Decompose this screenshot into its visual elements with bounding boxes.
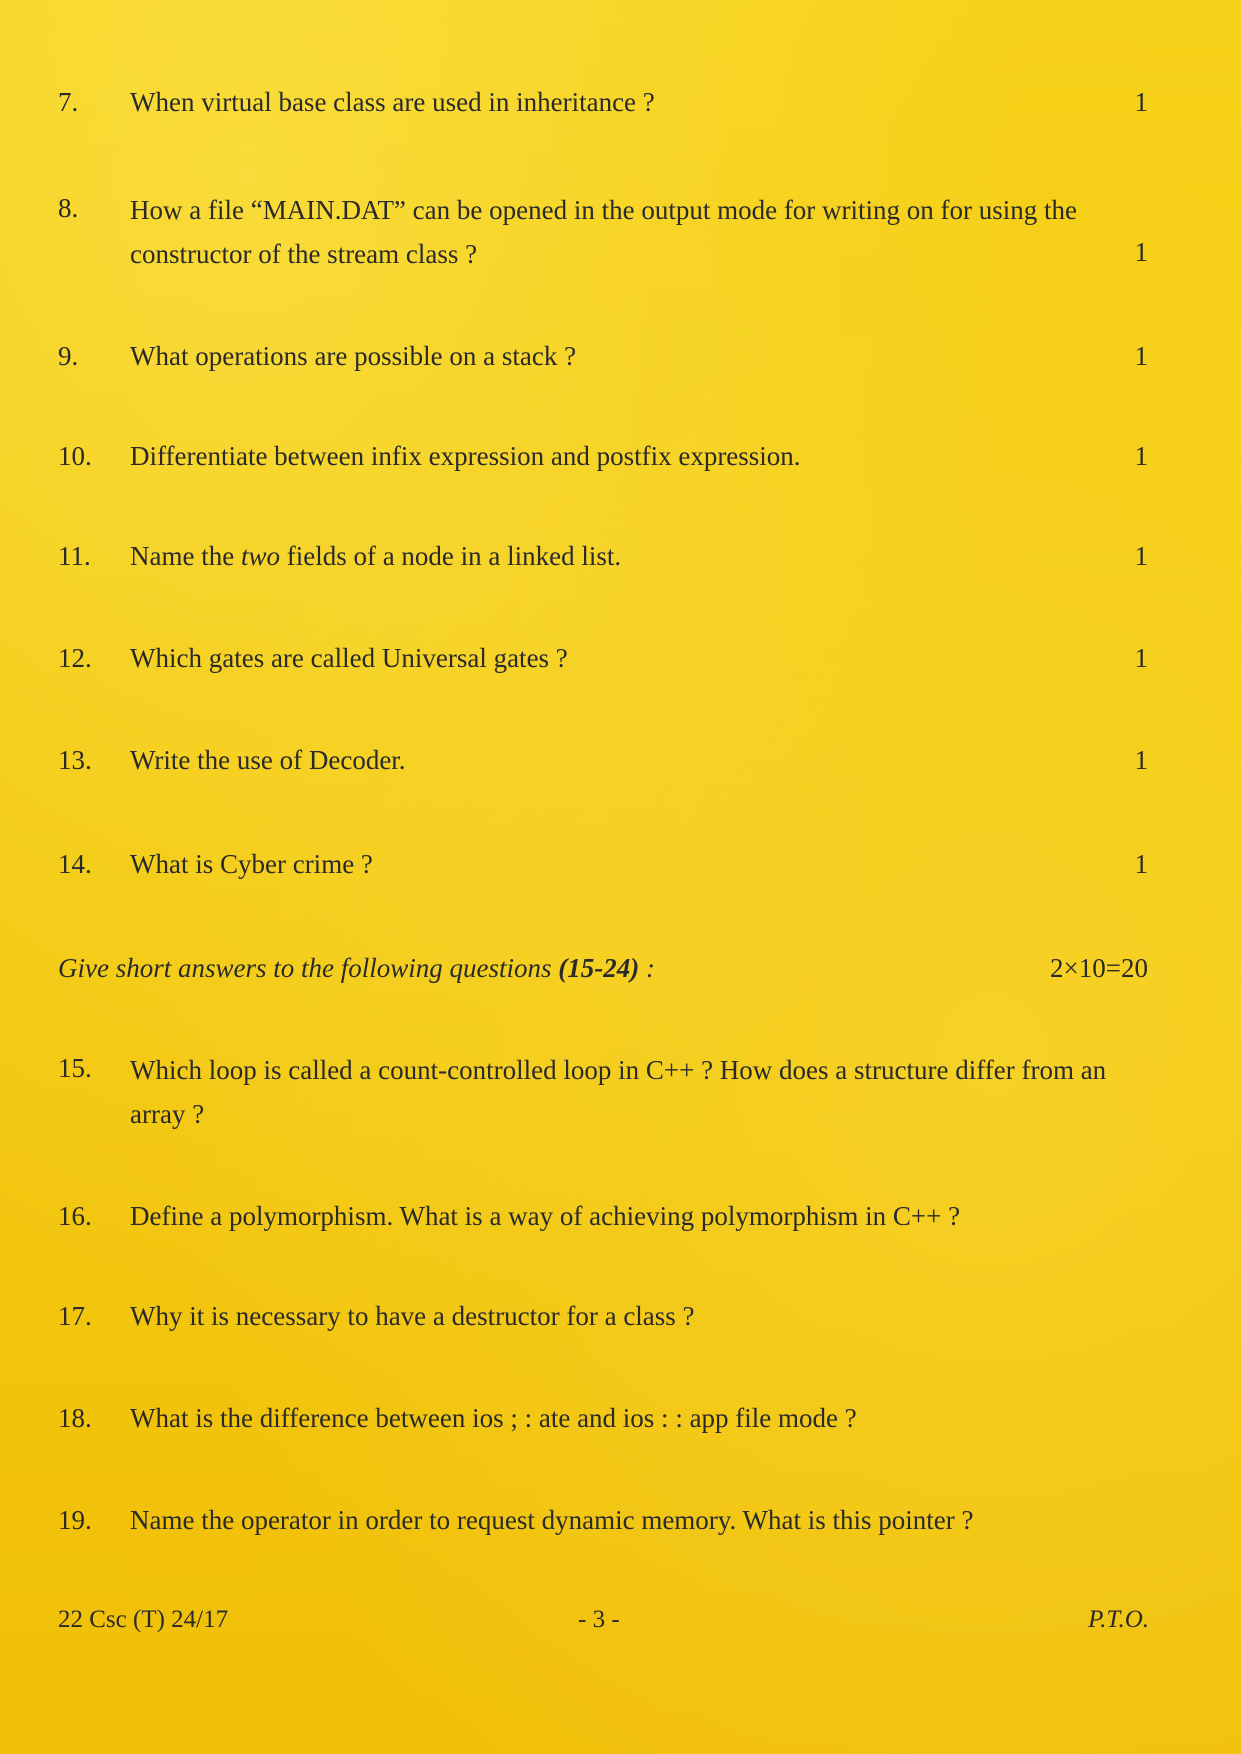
question-number: 17. [58, 1301, 92, 1331]
section-colon: : [639, 953, 655, 983]
question-text: Why it is necessary to have a destructor for a class ? [130, 1301, 695, 1331]
question-number: 7. [58, 87, 79, 117]
page-number: - 3 - [578, 1606, 620, 1633]
question-number: 13. [58, 745, 92, 775]
question-mark: 1 [1134, 643, 1148, 673]
question-text-part: Name the [130, 541, 241, 571]
question-text: Which loop is called a count-controlled loop in C++ ? How does a structure differ from an array ? [130, 1055, 1107, 1129]
question-mark: 1 [1134, 541, 1148, 571]
question-mark: 1 [1134, 237, 1148, 267]
question-number: 12. [58, 643, 92, 673]
question-text: How a file “MAIN.DAT” can be opened in the output mode for writing on for using the constructor of the stream class ? [130, 195, 1078, 269]
question-number: 14. [58, 849, 92, 879]
question-number: 16. [58, 1201, 92, 1231]
question-text: Differentiate between infix expression and postfix expression. [130, 441, 801, 471]
question-text: When virtual base class are used in inheritance ? [130, 87, 655, 117]
question-text: Write the use of Decoder. [130, 745, 406, 775]
question-number: 8. [58, 193, 79, 223]
question-text: What operations are possible on a stack ? [130, 341, 577, 371]
section-marks: 2×10=20 [1050, 953, 1148, 983]
question-number: 15. [58, 1053, 92, 1083]
question-mark: 1 [1134, 441, 1148, 471]
question-number: 18. [58, 1403, 92, 1433]
question-text: Define a polymorphism. What is a way of achieving polymorphism in C++ ? [130, 1201, 961, 1231]
question-number: 9. [58, 341, 79, 371]
please-turn-over: P.T.O. [1088, 1606, 1149, 1633]
question-text: Name the operator in order to request dynamic memory. What is this pointer ? [130, 1505, 974, 1535]
section-instruction [58, 948, 1148, 989]
paper-code: 22 Csc (T) 24/17 [58, 1606, 229, 1633]
question-text-part: fields of a node in a linked list. [279, 541, 622, 571]
question-mark: 1 [1134, 745, 1148, 775]
question-text: What is the difference between ios ; : ate and ios : : app file mode ? [130, 1403, 857, 1433]
question-text [130, 536, 1090, 577]
question-mark: 1 [1134, 849, 1148, 879]
question-number: 10. [58, 441, 92, 471]
question-text: What is Cyber crime ? [130, 849, 373, 879]
question-text: Which gates are called Universal gates ? [130, 643, 568, 673]
section-range: (15-24) [558, 953, 640, 983]
question-mark: 1 [1134, 341, 1148, 371]
question-text-emphasis: two [240, 541, 280, 571]
section-instruction-text: Give short answers to the following questions [58, 953, 559, 983]
question-mark: 1 [1134, 87, 1148, 117]
question-number: 11. [58, 541, 91, 571]
question-number: 19. [58, 1505, 92, 1535]
